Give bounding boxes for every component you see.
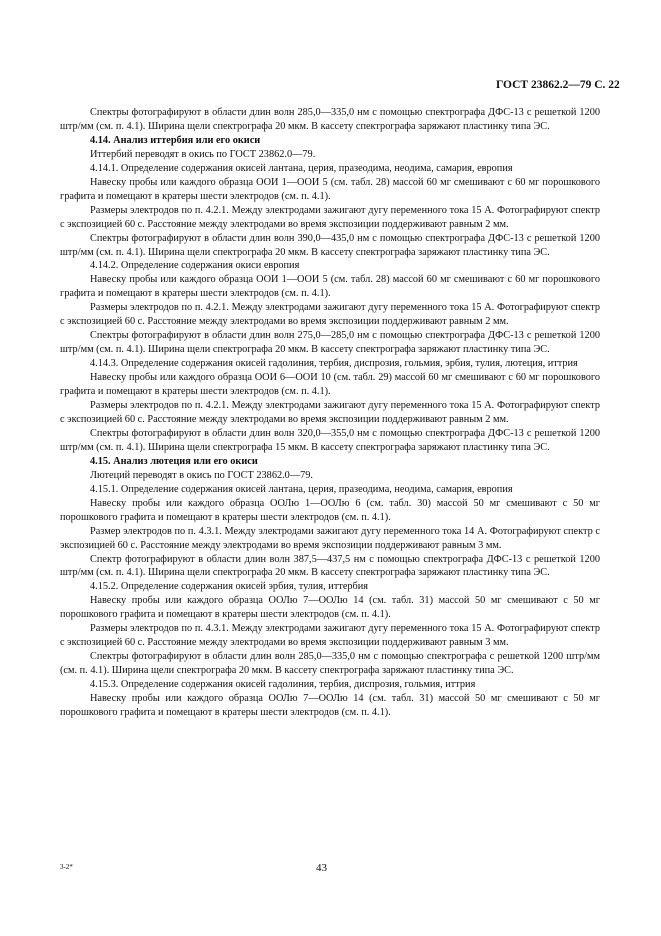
section-heading: 4.14. Анализ иттербия или его окиси (90, 134, 261, 146)
paragraph: 4.15.1. Определение содержания окисей лантана, церия, празеодима, неодима, самария, европия (90, 483, 513, 495)
paragraph: Навеску пробы или каждого образца ООИ 6—ООИ 10 (см. табл. 29) массой 60 мг смешивают с 60 мг порошкового графита и помещают в кратеры шести электродов (см. п. 4.1). (60, 372, 600, 398)
paragraph: 4.14.3. Определение содержания окисей гадолиния, тербия, диспрозия, гольмия, эрбия, тулия, лютеция, иттрия (90, 358, 578, 370)
page-header: ГОСТ 23862.2—79 С. 22 (496, 79, 620, 91)
paragraph: Навеску пробы или каждого образца ООЛю 7—ООЛю 14 (см. табл. 31) массой 50 мг смешивают с 50 мг порошкового графита и помещают в кратеры шести электродов (см. п. 4.1). (60, 595, 600, 621)
paragraph: Спектр фотографируют в области длин волн 387,5—437,5 нм с помощью спектрографа ДФС-13 с решеткой 1200 штр/мм (см. п. 4.1). Ширина щели спектрографа 20 мкм. В кассету спектрографа заряжают пластинку типа ЭС. (60, 553, 600, 579)
paragraph: Спектры фотографируют в области длин волн 320,0—355,0 нм с помощью спектрографа ДФС-13 с решеткой 1200 штр/мм (см. п. 4.1). Ширина щели спектрографа 15 мкм. В кассету спектрографа заряжают пластинку типа ЭС. (60, 427, 600, 453)
paragraph: Спектры фотографируют в области длин волн 275,0—285,0 нм с помощью спектрографа ДФС-13 с решеткой 1200 штр/мм (см. п. 4.1). Ширина щели спектрографа 20 мкм. В кассету спектрографа заряжают пластинку типа ЭС. (60, 330, 600, 356)
paragraph: Иттербий переводят в окись по ГОСТ 23862.0—79. (90, 148, 316, 160)
paragraph: Спектры фотографируют в области длин волн 390,0—435,0 нм с помощью спектрографа ДФС-13 с решеткой 1200 штр/мм (см. п. 4.1). Ширина щели спектрографа 20 мкм. В кассету спектрографа заряжают пластинку типа ЭС. (60, 232, 600, 258)
paragraph: 4.15.2. Определение содержания окисей эрбия, тулия, иттербия (90, 581, 369, 593)
paragraph: Навеску пробы или каждого образца ООЛю 1—ООЛю 6 (см. табл. 30) массой 50 мг смешивают с 50 мг порошкового графита и помещают в кратеры шести электродов (см. п. 4.1). (60, 497, 600, 523)
paragraph: 4.15.3. Определение содержания окисей гадолиния, тербия, диспрозия, гольмия, иттрия (90, 679, 476, 691)
paragraph: Навеску пробы или каждого образца ООИ 1—ООИ 5 (см. табл. 28) массой 60 мг смешивают с 60 мг порошкового графита и помещают в кратеры шести электродов (см. п. 4.1). (60, 274, 600, 300)
paragraph: Размеры электродов по п. 4.3.1. Между электродами зажигают дугу переменного тока 15 А. Фотографируют спектр с экспозицией 60 с. Расстояние между электродами во время экспозиции поддерживают равным 3 мм. (60, 623, 600, 649)
paragraph: Размеры электродов по п. 4.2.1. Между электродами зажигают дугу переменного тока 15 А. Фотографируют спектр с экспозицией 60 с. Расстояние между электродами во время экспозиции поддерживают равным 2 мм. (60, 204, 600, 230)
paragraph: Размеры электродов по п. 4.2.1. Между электродами зажигают дугу переменного тока 15 А. Фотографируют спектр с экспозицией 60 с. Расстояние между электродами во время экспозиции поддерживают равным 2 мм. (60, 302, 600, 328)
paragraph: Размер электродов по п. 4.3.1. Между электродами зажигают дугу переменного тока 14 А. Фотографируют спектр с экспозицией 60 с. Расстояние между электродами во время экспозиции поддерживают равным 3 мм. (60, 525, 600, 551)
paragraph: Размеры электродов по п. 4.2.1. Между электродами зажигают дугу переменного тока 15 А. Фотографируют спектр с экспозицией 60 с. Расстояние между электродами во время экспозиции поддерживают равным 2 мм. (60, 400, 600, 425)
sheet-mark: 3-2* (60, 863, 73, 871)
document-body (60, 106, 600, 720)
paragraph: Навеску пробы или каждого образца ООИ 1—ООИ 5 (см. табл. 28) массой 60 мг смешивают с 60 мг порошкового графита и помещают в кратеры шести электродов (см. п. 4.1). (60, 176, 600, 202)
section-heading: 4.15. Анализ лютеция или его окиси (90, 455, 258, 467)
page-number: 43 (316, 862, 327, 874)
paragraph: Спектры фотографируют в области длин волн 285,0—335,0 нм с помощью спектрографа с решеткой 1200 штр/мм (см. п. 4.1). Ширина щели спектрографа 20 мкм. В кассету спектрографа заряжают пластинку типа ЭС. (60, 651, 600, 677)
paragraph: 4.14.2. Определение содержания окиси европия (90, 260, 300, 272)
paragraph: Спектры фотографируют в области длин волн 285,0—335,0 нм с помощью спектрографа ДФС-13 с решеткой 1200 штр/мм (см. п. 4.1). Ширина щели спектрографа 20 мкм. В кассету спектрографа заряжают пластинку типа ЭС. (60, 107, 600, 132)
paragraph: Навеску пробы или каждого образца ООЛю 7—ООЛю 14 (см. табл. 31) массой 50 мг смешивают с 50 мг порошкового графита и помещают в кратеры шести электродов (см. п. 4.1). (60, 693, 600, 718)
paragraph: Лютеций переводят в окись по ГОСТ 23862.0—79. (90, 469, 314, 481)
paragraph: 4.14.1. Определение содержания окисей лантана, церия, празеодима, неодима, самария, европия (90, 162, 513, 174)
